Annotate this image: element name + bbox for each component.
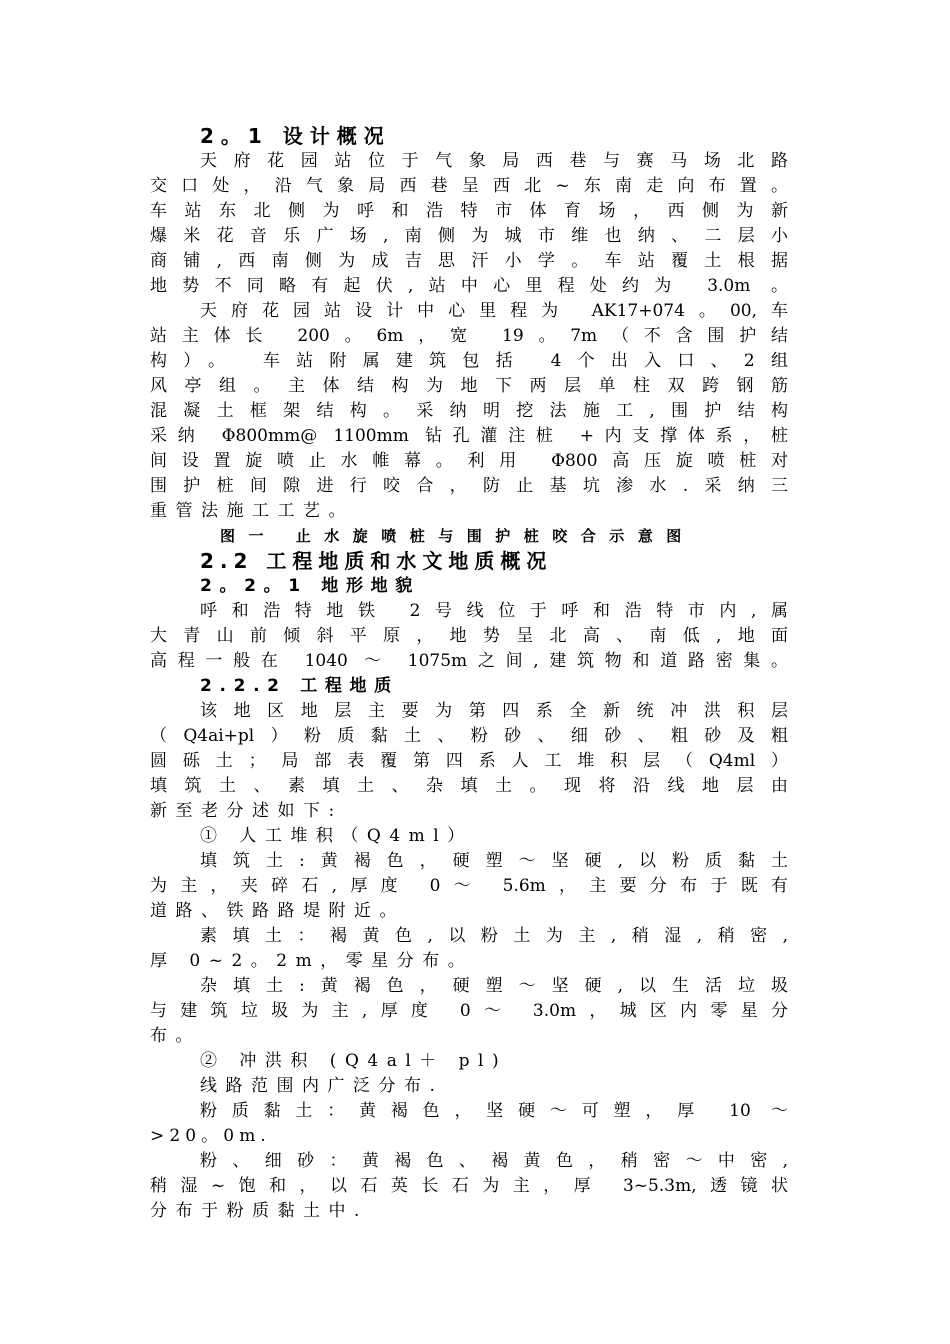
item-description-alluvial: 线路范围内广泛分布.: [200, 1076, 444, 1096]
text-line: 填筑土、素填土、杂填土。现将沿线地层由: [150, 776, 788, 796]
text-line: 天府花园站设计中心里程为 AK17+074。00,车: [200, 301, 788, 321]
text-line: 间设置旋喷止水帷幕。利用 Φ800高压旋喷桩对: [150, 451, 788, 471]
paragraph-silty-clay: [150, 1099, 788, 1149]
paragraph-terrain: [150, 599, 788, 674]
text-line: 重管法施工工艺。: [150, 501, 354, 521]
subsection-heading-2-2-2: 2.2.2 工程地质: [200, 676, 399, 696]
text-line: 与建筑垃圾为主,厚度 0～ 3.0m，城区内零星分: [150, 1001, 788, 1021]
text-line: 采纳 Φ800mm@ 1100mm 钻孔灌注桩 +内支撑体系，桩: [150, 426, 788, 446]
subsection-heading-2-2-1: 2。2。1 地形地貌: [200, 576, 420, 596]
text-line: 稍湿~饱和，以石英长石为主，厚 3~5.3m,透镜状: [150, 1176, 788, 1196]
text-line: 为主，夹碎石,厚度 0～ 5.6m，主要分布于既有: [150, 876, 788, 896]
paragraph-fill-soil: [150, 849, 788, 924]
text-line: 地势不同略有起伏,站中心里程处约为 3.0m 。: [150, 276, 788, 296]
paragraph-station-design: [150, 299, 788, 524]
text-line: 车站东北侧为呼和浩特市体育场，西侧为新: [150, 201, 788, 221]
text-line: 构）。 车站附属建筑包括 4个出入口、2组: [150, 351, 788, 371]
text-line: 素填土：褐黄色,以粉土为主,稍湿,稍密,: [200, 926, 788, 946]
text-line: 粉质黏土：黄褐色，坚硬～可塑，厚 10 ～: [200, 1101, 788, 1121]
text-line: 杂填土:黄褐色，硬塑～坚硬,以生活垃圾: [200, 976, 788, 996]
text-line: >20。0m.: [150, 1126, 271, 1146]
text-line: 该地区地层主要为第四系全新统冲洪积层: [200, 701, 788, 721]
text-line: 爆米花音乐广场,南侧为城市维也纳、二层小: [150, 226, 788, 246]
text-line: 道路、铁路路堤附近。: [150, 901, 405, 921]
text-line: 粉、细砂：黄褐色、褐黄色，稍密～中密,: [200, 1151, 788, 1171]
text-line: 风亭组。主体结构为地下两层单柱双跨钢筋: [150, 376, 788, 396]
text-line: 厚 0~2。2m，零星分布。: [150, 951, 474, 971]
text-line: 天府花园站位于气象局西巷与赛马场北路: [200, 151, 788, 171]
text-line: 商铺,西南侧为成吉思汗小学。车站覆土根据: [150, 251, 788, 271]
text-line: 新至老分述如下:: [150, 801, 343, 821]
item-title-alluvial: ② 冲洪积 (Q4al＋ pl): [200, 1051, 508, 1071]
text-line: 高程一般在 1040 ～ 1075m之间,建筑物和道路密集。: [150, 651, 788, 671]
text-line: 填筑土:黄褐色，硬塑～坚硬,以粉质黏土: [200, 851, 788, 871]
text-line: 大青山前倾斜平原，地势呈北高、南低,地面: [150, 626, 788, 646]
text-line: 围护桩间隙进行咬合，防止基坑渗水.采纳三: [150, 476, 788, 496]
section-heading-2-1: 2。1 设计概况: [200, 124, 391, 148]
paragraph-misc-fill: [150, 974, 788, 1049]
paragraph-silt-sand: [150, 1149, 788, 1224]
figure-caption: 图一 止水旋喷桩与围护桩咬合示意图: [220, 527, 695, 545]
text-line: 站主体长 200。6m，宽 19。7m（不含围护结: [150, 326, 788, 346]
paragraph-geology-intro: [150, 699, 788, 824]
document-body: [150, 124, 788, 1224]
text-line: 呼和浩特地铁 2号线位于呼和浩特市内,属: [200, 601, 788, 621]
text-line: 圆砾土；局部表覆第四系人工堆积层（Q4ml）: [150, 751, 788, 771]
item-title-artificial-fill: ① 人工堆积（Q4ml）: [200, 826, 473, 846]
text-line: （Q4ai+pl）粉质黏土、粉砂、细砂、粗砂及粗: [150, 726, 788, 746]
paragraph-station-location: [150, 149, 788, 299]
text-line: 分布于粉质黏土中.: [150, 1201, 368, 1221]
section-heading-2-2: 2.2 工程地质和水文地质概况: [200, 549, 553, 573]
text-line: 交口处，沿气象局西巷呈西北~东南走向布置。: [150, 176, 788, 196]
paragraph-plain-fill: [150, 924, 788, 974]
text-line: 混凝土框架结构。采纳明挖法施工,围护结构: [150, 401, 788, 421]
text-line: 布。: [150, 1026, 201, 1046]
